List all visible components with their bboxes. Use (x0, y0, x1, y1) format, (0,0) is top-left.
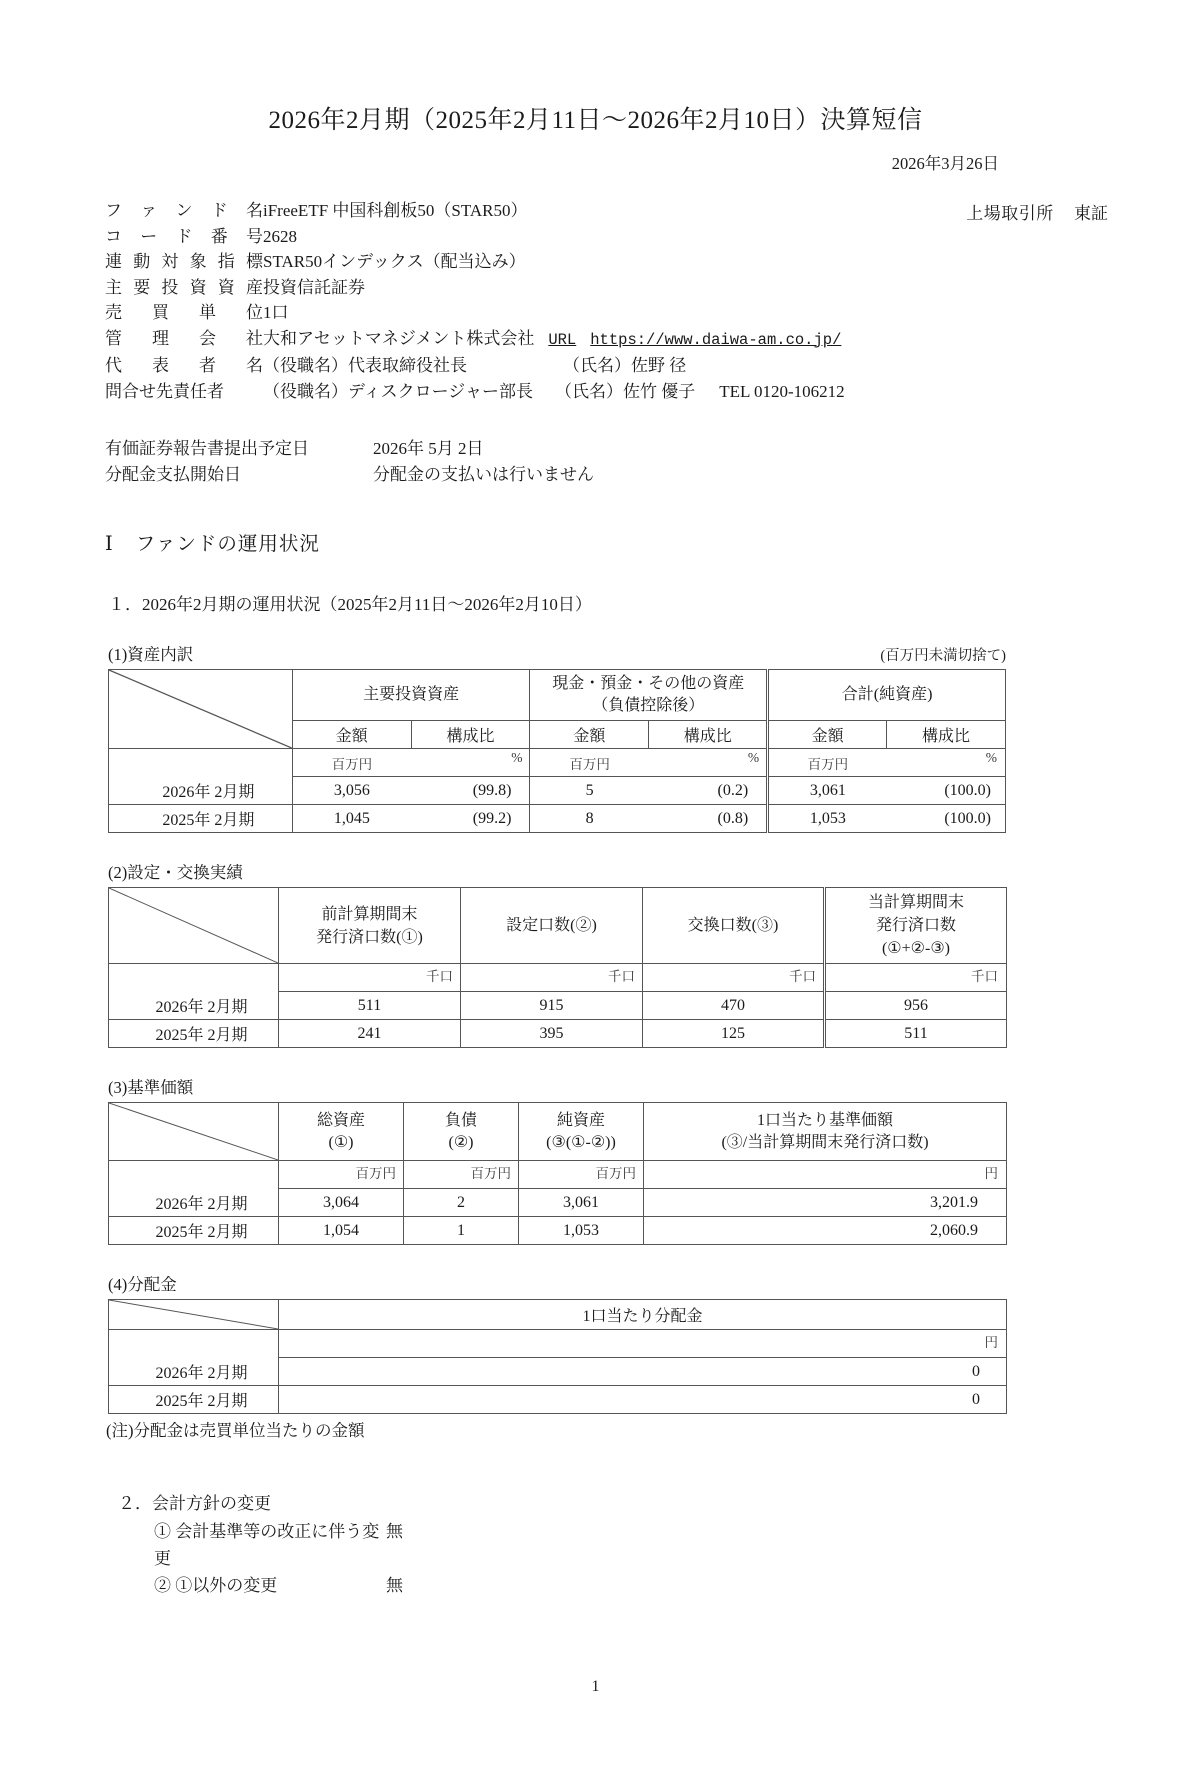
section-2-title: ２．会計方針の変更 (118, 1494, 271, 1513)
section-2-block (118, 1489, 1191, 1599)
table3-header-nav-per-unit: 1口当たり基準価額 (③/当計算期間末発行済口数) (644, 1103, 1007, 1161)
table4-unit-row-label (109, 1330, 279, 1358)
header-row-fund-name (105, 198, 1105, 224)
distribution-table (108, 1299, 1007, 1414)
section-1-heading (105, 528, 1191, 556)
table2-cell-1-0: 241 (279, 1020, 461, 1048)
table1-cell-0-2: 5 (530, 777, 649, 805)
fund-name-value: iFreeETF 中国科創板50（STAR50） (263, 201, 528, 220)
distribution-start-date-row (105, 462, 1191, 488)
distribution-start-date-value: 分配金の支払いは行いません (373, 465, 594, 484)
table2-header-created-units: 設定口数(②) (461, 888, 643, 964)
table1-corner-cell (109, 670, 293, 749)
table-row (109, 964, 1007, 992)
table3-header-liabilities: 負債 (②) (404, 1103, 519, 1161)
table1-cell-1-5: (100.0) (887, 805, 1006, 833)
contact-name: （氏名）佐竹 優子 (554, 381, 696, 401)
table1-subheader-ratio-3: 構成比 (887, 721, 1006, 749)
table1-unit-ratio-2: % (649, 749, 768, 777)
table3-caption: (3)基準価額 (108, 1078, 194, 1097)
table2-cell-0-0: 511 (279, 992, 461, 1020)
table-row (109, 1358, 1007, 1386)
contact-title: （役職名）ディスクロージャー部長 (263, 381, 533, 401)
table1-unit-amount-2: 百万円 (530, 749, 649, 777)
management-company-url-label: URL (548, 330, 577, 349)
table2-row-period-0: 2026年 2月期 (109, 992, 279, 1020)
table-row (109, 805, 1006, 833)
subsection-1-heading: １．2026年2月期の運用状況（2025年2月11日〜2026年2月10日） (108, 595, 592, 614)
section-2-item-1-text: ② ①以外の変更 (154, 1576, 278, 1595)
table1-row-period-0: 2026年 2月期 (109, 777, 293, 805)
table4-caption: (4)分配金 (108, 1275, 177, 1294)
filing-dates-block (105, 436, 1191, 488)
report-filing-date-row (105, 436, 1191, 462)
table1-cell-1-1: (99.2) (411, 805, 530, 833)
table4-note: (注)分配金は売買単位当たりの金額 (106, 1421, 365, 1440)
table2-corner-cell (109, 888, 279, 964)
table-row (109, 777, 1006, 805)
listing-exchange (966, 199, 1108, 224)
table1-cell-0-5: (100.0) (887, 777, 1006, 805)
representative-title: （役職名）代表取締役社長 (263, 356, 467, 375)
table1-cell-1-2: 8 (530, 805, 649, 833)
table2-unit-0: 千口 (279, 964, 461, 992)
header-row-main-asset (105, 275, 1105, 301)
fund-header-block (105, 198, 1108, 404)
table4-unit: 円 (279, 1330, 1007, 1358)
table3-cell-0-0: 3,064 (279, 1189, 404, 1217)
management-company-label: 管 理 会 社 (105, 328, 263, 348)
table-row (109, 1189, 1007, 1217)
table1-unit-ratio-1: % (411, 749, 530, 777)
table2-cell-1-1: 395 (461, 1020, 643, 1048)
table3-unit-3: 円 (644, 1161, 1007, 1189)
table1-group-header-cash: 現金・預金・その他の資産 （負債控除後） (530, 670, 768, 721)
table2-header-prev-units: 前計算期間末 発行済口数(①) (279, 888, 461, 964)
table-row (109, 1103, 1007, 1161)
table3-cell-0-2: 3,061 (519, 1189, 644, 1217)
index-label: 連 動 対 象 指 標 (105, 252, 263, 271)
table1-cell-0-0: 3,056 (292, 777, 411, 805)
page-number: 1 (591, 1678, 600, 1695)
table2-caption: (2)設定・交換実績 (108, 863, 243, 882)
table-row (109, 1161, 1007, 1189)
table-row (109, 1020, 1007, 1048)
table-row (109, 992, 1007, 1020)
table1-unit-row-label (109, 749, 293, 777)
table2-unit-2: 千口 (643, 964, 825, 992)
table2-header-redeemed-units: 交換口数(③) (643, 888, 825, 964)
trading-unit-label: 売 買 単 位 (105, 303, 263, 322)
table3-header-total-assets: 総資産 (①) (279, 1103, 404, 1161)
table2-cell-0-3: 956 (825, 992, 1007, 1020)
table3-cell-1-1: 1 (404, 1217, 519, 1245)
table4-cell-0: 0 (279, 1358, 1007, 1386)
management-company-url[interactable]: https://www.daiwa-am.co.jp/ (590, 330, 842, 349)
issuance-redemption-table (108, 887, 1007, 1048)
code-number-label: コ ー ド 番 号 (105, 226, 263, 246)
page-title: 2026年2月期（2025年2月11日〜2026年2月10日）決算短信 (268, 107, 923, 134)
table1-subheader-amount-3: 金額 (768, 721, 887, 749)
section-2-item-0 (154, 1518, 1191, 1572)
table1-group-header-total: 合計(純資産) (768, 670, 1006, 721)
report-filing-date-value: 2026年 5月 2日 (373, 439, 484, 458)
header-row-contact (105, 379, 1105, 405)
table1-subheader-amount-2: 金額 (530, 721, 649, 749)
fund-name-label: フ ァ ン ド 名 (105, 201, 263, 220)
table2-unit-1: 千口 (461, 964, 643, 992)
main-asset-label: 主 要 投 資 資 産 (105, 277, 263, 297)
table1-unit-amount-3: 百万円 (768, 749, 887, 777)
table1-subheader-amount-1: 金額 (292, 721, 411, 749)
header-row-code (105, 224, 1105, 250)
table-row (109, 749, 1006, 777)
table1-cell-1-3: (0.8) (649, 805, 768, 833)
table3-cell-1-2: 1,053 (519, 1217, 644, 1245)
table1-unit-ratio-3: % (887, 749, 1006, 777)
table-row (109, 1330, 1007, 1358)
table1-unit-note: (百万円未満切捨て) (880, 648, 1006, 664)
table1-caption: (1)資産内訳 (108, 645, 194, 664)
table1-subheader-ratio-1: 構成比 (411, 721, 530, 749)
table-row (109, 888, 1007, 964)
table3-unit-1: 百万円 (404, 1161, 519, 1189)
table-row (109, 1300, 1007, 1330)
contact-label: 問合せ先責任者 (105, 381, 224, 401)
listing-exchange-value: 東証 (1074, 204, 1108, 223)
table1-cell-1-0: 1,045 (292, 805, 411, 833)
table3-corner-cell (109, 1103, 279, 1161)
table4-corner-cell (109, 1300, 279, 1330)
trading-unit-value: 1口 (263, 303, 289, 322)
section-1-title: ファンドの運用状況 (135, 534, 320, 555)
asset-breakdown-table (108, 669, 1006, 833)
table1-cell-1-4: 1,053 (768, 805, 887, 833)
table2-cell-1-2: 125 (643, 1020, 825, 1048)
table4-cell-1: 0 (279, 1386, 1007, 1414)
table3-cell-0-3: 3,201.9 (644, 1189, 1007, 1217)
main-asset-value: 投資信託証券 (263, 277, 365, 297)
table2-unit-row-label (109, 964, 279, 992)
table1-caption-row (108, 641, 1191, 665)
table1-subheader-ratio-2: 構成比 (649, 721, 768, 749)
header-row-trading-unit (105, 300, 1105, 326)
section-2-item-0-text: ① 会計基準等の改正に伴う変更 (154, 1522, 380, 1568)
header-row-index (105, 249, 1105, 275)
section-2-item-1 (154, 1572, 1191, 1599)
table1-cell-0-1: (99.8) (411, 777, 530, 805)
table4-row-period-0: 2026年 2月期 (109, 1358, 279, 1386)
table2-header-current-units: 当計算期間末 発行済口数 (①+②-③) (825, 888, 1007, 964)
table3-cell-1-0: 1,054 (279, 1217, 404, 1245)
representative-name: （氏名）佐野 径 (563, 356, 687, 375)
document-date: 2026年3月26日 (891, 154, 999, 173)
table2-cell-1-3: 511 (825, 1020, 1007, 1048)
header-row-representative (105, 353, 1105, 379)
table4-row-period-1: 2025年 2月期 (109, 1386, 279, 1414)
table1-cell-0-3: (0.2) (649, 777, 768, 805)
table2-cell-0-1: 915 (461, 992, 643, 1020)
distribution-start-date-label: 分配金支払開始日 (105, 465, 241, 484)
section-2-item-0-value: 無 (386, 1522, 403, 1541)
table3-row-period-0: 2026年 2月期 (109, 1189, 279, 1217)
table1-group-header-main-asset: 主要投資資産 (292, 670, 530, 721)
header-row-management-company (105, 326, 1105, 354)
table1-cell-0-4: 3,061 (768, 777, 887, 805)
nav-table (108, 1102, 1007, 1245)
table1-row-period-1: 2025年 2月期 (109, 805, 293, 833)
table3-header-net-assets: 純資産 (③(①-②)) (519, 1103, 644, 1161)
table3-cell-1-3: 2,060.9 (644, 1217, 1007, 1245)
table2-row-period-1: 2025年 2月期 (109, 1020, 279, 1048)
report-filing-date-label: 有価証券報告書提出予定日 (105, 439, 309, 458)
contact-tel: TEL 0120-106212 (719, 381, 845, 401)
table-row (109, 1217, 1007, 1245)
table3-cell-0-1: 2 (404, 1189, 519, 1217)
table3-unit-0: 百万円 (279, 1161, 404, 1189)
table3-unit-row-label (109, 1161, 279, 1189)
document-page (0, 100, 1191, 1784)
section-2-item-1-value: 無 (386, 1576, 403, 1595)
management-company-value: 大和アセットマネジメント株式会社 (263, 328, 535, 348)
table-row (109, 1386, 1007, 1414)
section-1-numeral: Ⅰ (105, 534, 114, 555)
table2-unit-3: 千口 (825, 964, 1007, 992)
listing-exchange-label: 上場取引所 (966, 204, 1054, 223)
table4-header-distribution-per-unit: 1口当たり分配金 (279, 1300, 1007, 1330)
table3-unit-2: 百万円 (519, 1161, 644, 1189)
code-number-value: 2628 (263, 226, 297, 246)
table2-cell-0-2: 470 (643, 992, 825, 1020)
index-value: STAR50インデックス（配当込み） (263, 252, 526, 271)
table3-row-period-1: 2025年 2月期 (109, 1217, 279, 1245)
table1-unit-amount-1: 百万円 (292, 749, 411, 777)
representative-label: 代 表 者 名 (105, 356, 263, 375)
table-row (109, 670, 1006, 721)
